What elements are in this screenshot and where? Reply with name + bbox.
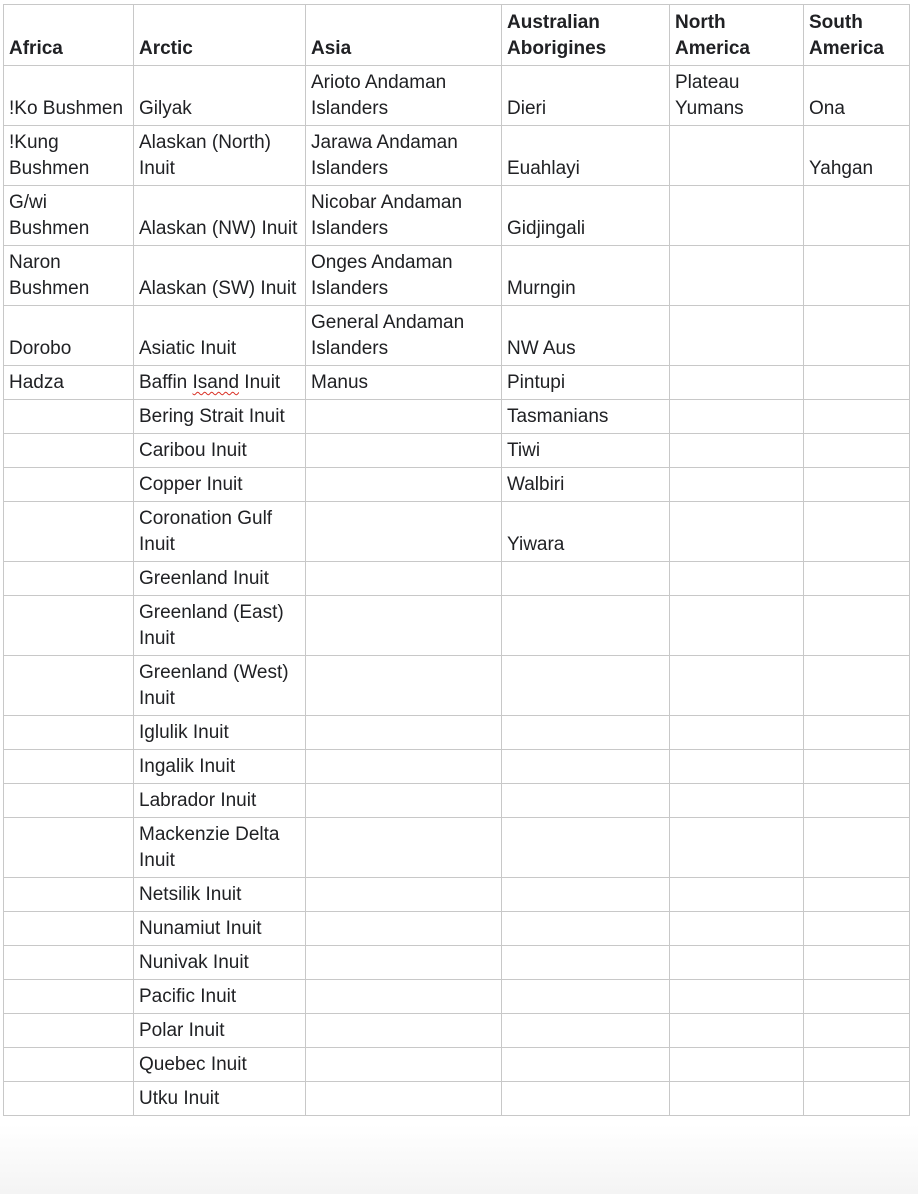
table-row xyxy=(4,468,910,502)
column-header-north-america[interactable]: North America xyxy=(670,5,804,66)
spellcheck-underline[interactable]: Isand xyxy=(192,372,240,393)
cell-arctic[interactable]: Copper Inuit xyxy=(134,468,306,502)
cell-australian-aborigines[interactable] xyxy=(502,818,670,878)
cell-north-america[interactable] xyxy=(670,400,804,434)
table-row xyxy=(4,980,910,1014)
cell-arctic[interactable]: Nunamiut Inuit xyxy=(134,912,306,946)
cell-asia[interactable]: Manus xyxy=(306,366,502,400)
cell-south-america[interactable] xyxy=(804,596,910,656)
cell-asia[interactable] xyxy=(306,716,502,750)
table-row xyxy=(4,1082,910,1116)
cell-australian-aborigines[interactable] xyxy=(502,716,670,750)
cell-australian-aborigines[interactable] xyxy=(502,946,670,980)
cell-south-america[interactable] xyxy=(804,186,910,246)
cell-africa[interactable] xyxy=(4,400,134,434)
cell-asia[interactable] xyxy=(306,878,502,912)
cell-africa[interactable] xyxy=(4,784,134,818)
cell-north-america[interactable] xyxy=(670,1082,804,1116)
cell-south-america[interactable] xyxy=(804,306,910,366)
cell-africa[interactable] xyxy=(4,878,134,912)
cell-africa[interactable] xyxy=(4,656,134,716)
cell-africa[interactable]: Hadza xyxy=(4,366,134,400)
cell-africa[interactable] xyxy=(4,434,134,468)
cell-arctic[interactable]: Nunivak Inuit xyxy=(134,946,306,980)
header-row xyxy=(4,5,910,66)
cell-australian-aborigines[interactable] xyxy=(502,980,670,1014)
cell-australian-aborigines[interactable]: Tasmanians xyxy=(502,400,670,434)
table-row xyxy=(4,246,910,306)
cell-asia[interactable] xyxy=(306,468,502,502)
cell-africa[interactable]: !Ko Bushmen xyxy=(4,66,134,126)
cell-north-america[interactable] xyxy=(670,246,804,306)
cell-australian-aborigines[interactable]: NW Aus xyxy=(502,306,670,366)
cell-south-america[interactable] xyxy=(804,656,910,716)
cell-australian-aborigines[interactable] xyxy=(502,562,670,596)
cell-asia[interactable]: General Andaman Islanders xyxy=(306,306,502,366)
cell-north-america[interactable] xyxy=(670,784,804,818)
cell-south-america[interactable] xyxy=(804,946,910,980)
cell-australian-aborigines[interactable] xyxy=(502,1048,670,1082)
cell-australian-aborigines[interactable]: Murngin xyxy=(502,246,670,306)
cell-north-america[interactable] xyxy=(670,562,804,596)
culture-region-table xyxy=(3,4,910,1116)
cell-africa[interactable] xyxy=(4,1048,134,1082)
cell-africa[interactable]: Naron Bushmen xyxy=(4,246,134,306)
cell-arctic[interactable]: Greenland (West) Inuit xyxy=(134,656,306,716)
cell-south-america[interactable] xyxy=(804,912,910,946)
cell-asia[interactable] xyxy=(306,434,502,468)
cell-asia[interactable] xyxy=(306,400,502,434)
cell-north-america[interactable] xyxy=(670,186,804,246)
cell-asia[interactable] xyxy=(306,596,502,656)
cell-africa[interactable]: !Kung Bushmen xyxy=(4,126,134,186)
cell-south-america[interactable] xyxy=(804,400,910,434)
cell-north-america[interactable] xyxy=(670,502,804,562)
cell-north-america[interactable] xyxy=(670,468,804,502)
table-row xyxy=(4,434,910,468)
cell-south-america[interactable] xyxy=(804,1082,910,1116)
cell-australian-aborigines[interactable] xyxy=(502,656,670,716)
cell-africa[interactable] xyxy=(4,750,134,784)
table-row xyxy=(4,912,910,946)
table-row xyxy=(4,400,910,434)
cell-south-america[interactable] xyxy=(804,878,910,912)
cell-south-america[interactable] xyxy=(804,434,910,468)
cell-africa[interactable] xyxy=(4,946,134,980)
cell-australian-aborigines[interactable]: Gidjingali xyxy=(502,186,670,246)
cell-north-america[interactable] xyxy=(670,656,804,716)
cell-africa[interactable] xyxy=(4,562,134,596)
cell-north-america[interactable]: Plateau Yumans xyxy=(670,66,804,126)
cell-north-america[interactable] xyxy=(670,750,804,784)
cell-north-america[interactable] xyxy=(670,716,804,750)
cell-australian-aborigines[interactable] xyxy=(502,750,670,784)
cell-north-america[interactable] xyxy=(670,878,804,912)
column-header-australian-aborigines[interactable]: Australian Aborigines xyxy=(502,5,670,66)
column-header-arctic[interactable]: Arctic xyxy=(134,5,306,66)
cell-asia[interactable] xyxy=(306,784,502,818)
cell-arctic[interactable]: Quebec Inuit xyxy=(134,1048,306,1082)
cell-north-america[interactable] xyxy=(670,306,804,366)
cell-asia[interactable] xyxy=(306,1082,502,1116)
table-row xyxy=(4,502,910,562)
cell-south-america[interactable] xyxy=(804,366,910,400)
cell-asia[interactable] xyxy=(306,946,502,980)
cell-africa[interactable] xyxy=(4,1014,134,1048)
cell-asia[interactable] xyxy=(306,818,502,878)
cell-australian-aborigines[interactable] xyxy=(502,1014,670,1048)
cell-north-america[interactable] xyxy=(670,366,804,400)
cell-australian-aborigines[interactable] xyxy=(502,1082,670,1116)
cell-arctic[interactable]: Ingalik Inuit xyxy=(134,750,306,784)
cell-australian-aborigines[interactable] xyxy=(502,878,670,912)
cell-south-america[interactable] xyxy=(804,716,910,750)
table-row xyxy=(4,716,910,750)
table-row xyxy=(4,878,910,912)
cell-africa[interactable]: G/wi Bushmen xyxy=(4,186,134,246)
cell-south-america[interactable] xyxy=(804,468,910,502)
table-row xyxy=(4,1048,910,1082)
table-row xyxy=(4,784,910,818)
table-row xyxy=(4,596,910,656)
cell-asia[interactable] xyxy=(306,1014,502,1048)
cell-arctic[interactable]: Netsilik Inuit xyxy=(134,878,306,912)
cell-australian-aborigines[interactable]: Pintupi xyxy=(502,366,670,400)
table-row xyxy=(4,1014,910,1048)
table-row xyxy=(4,366,910,400)
cell-south-america[interactable] xyxy=(804,246,910,306)
cell-asia[interactable] xyxy=(306,980,502,1014)
cell-africa[interactable] xyxy=(4,1082,134,1116)
column-header-asia[interactable]: Asia xyxy=(306,5,502,66)
cell-asia[interactable] xyxy=(306,1048,502,1082)
cell-north-america[interactable] xyxy=(670,818,804,878)
table-row xyxy=(4,562,910,596)
cell-africa[interactable] xyxy=(4,980,134,1014)
cell-south-america[interactable]: Ona xyxy=(804,66,910,126)
cell-south-america[interactable] xyxy=(804,1048,910,1082)
table-row xyxy=(4,656,910,716)
cell-asia[interactable] xyxy=(306,750,502,784)
cell-australian-aborigines[interactable] xyxy=(502,596,670,656)
cell-asia[interactable]: Nicobar Andaman Islanders xyxy=(306,186,502,246)
cell-arctic[interactable]: Caribou Inuit xyxy=(134,434,306,468)
cell-australian-aborigines[interactable]: Dieri xyxy=(502,66,670,126)
cell-australian-aborigines[interactable] xyxy=(502,912,670,946)
cell-arctic[interactable]: Alaskan (North) Inuit xyxy=(134,126,306,186)
cell-north-america[interactable] xyxy=(670,1014,804,1048)
cell-north-america[interactable] xyxy=(670,434,804,468)
bottom-fade xyxy=(0,1124,918,1194)
cell-arctic[interactable]: Greenland Inuit xyxy=(134,562,306,596)
cell-north-america[interactable] xyxy=(670,980,804,1014)
cell-arctic[interactable]: Iglulik Inuit xyxy=(134,716,306,750)
table-row xyxy=(4,126,910,186)
cell-asia[interactable] xyxy=(306,502,502,562)
table-row xyxy=(4,750,910,784)
cell-arctic[interactable]: Bering Strait Inuit xyxy=(134,400,306,434)
cell-asia[interactable]: Onges Andaman Islanders xyxy=(306,246,502,306)
cell-north-america[interactable] xyxy=(670,126,804,186)
cell-arctic[interactable]: Alaskan (SW) Inuit xyxy=(134,246,306,306)
cell-africa[interactable] xyxy=(4,912,134,946)
cell-arctic[interactable]: Polar Inuit xyxy=(134,1014,306,1048)
table-row xyxy=(4,818,910,878)
table-row xyxy=(4,946,910,980)
table-row xyxy=(4,66,910,126)
column-header-africa[interactable]: Africa xyxy=(4,5,134,66)
cell-south-america[interactable] xyxy=(804,784,910,818)
cell-africa[interactable] xyxy=(4,502,134,562)
cell-south-america[interactable]: Yahgan xyxy=(804,126,910,186)
cell-arctic[interactable]: Coronation Gulf Inuit xyxy=(134,502,306,562)
column-header-south-america[interactable]: South America xyxy=(804,5,910,66)
cell-arctic[interactable]: Utku Inuit xyxy=(134,1082,306,1116)
cell-arctic[interactable]: Greenland (East) Inuit xyxy=(134,596,306,656)
cell-arctic[interactable]: Mackenzie Delta Inuit xyxy=(134,818,306,878)
cell-south-america[interactable] xyxy=(804,1014,910,1048)
cell-arctic[interactable]: Labrador Inuit xyxy=(134,784,306,818)
cell-africa[interactable] xyxy=(4,716,134,750)
cell-north-america[interactable] xyxy=(670,946,804,980)
cell-asia[interactable]: Arioto Andaman Islanders xyxy=(306,66,502,126)
cell-asia[interactable] xyxy=(306,562,502,596)
cell-asia[interactable]: Jarawa Andaman Islanders xyxy=(306,126,502,186)
cell-south-america[interactable] xyxy=(804,980,910,1014)
cell-south-america[interactable] xyxy=(804,562,910,596)
cell-south-america[interactable] xyxy=(804,502,910,562)
cell-asia[interactable] xyxy=(306,912,502,946)
cell-africa[interactable] xyxy=(4,468,134,502)
cell-arctic[interactable]: Pacific Inuit xyxy=(134,980,306,1014)
cell-north-america[interactable] xyxy=(670,596,804,656)
cell-australian-aborigines[interactable]: Euahlayi xyxy=(502,126,670,186)
cell-africa[interactable] xyxy=(4,818,134,878)
cell-australian-aborigines[interactable]: Tiwi xyxy=(502,434,670,468)
cell-south-america[interactable] xyxy=(804,750,910,784)
cell-north-america[interactable] xyxy=(670,1048,804,1082)
cell-arctic[interactable]: Gilyak xyxy=(134,66,306,126)
cell-australian-aborigines[interactable]: Walbiri xyxy=(502,468,670,502)
cell-asia[interactable] xyxy=(306,656,502,716)
cell-australian-aborigines[interactable] xyxy=(502,784,670,818)
cell-arctic[interactable]: Alaskan (NW) Inuit xyxy=(134,186,306,246)
cell-north-america[interactable] xyxy=(670,912,804,946)
cell-africa[interactable]: Dorobo xyxy=(4,306,134,366)
table-body xyxy=(4,66,910,1116)
cell-arctic[interactable]: Asiatic Inuit xyxy=(134,306,306,366)
table-row xyxy=(4,306,910,366)
cell-australian-aborigines[interactable]: Yiwara xyxy=(502,502,670,562)
table-row xyxy=(4,186,910,246)
cell-south-america[interactable] xyxy=(804,818,910,878)
cell-africa[interactable] xyxy=(4,596,134,656)
cell-arctic[interactable]: Baffin Isand Inuit xyxy=(134,366,306,400)
